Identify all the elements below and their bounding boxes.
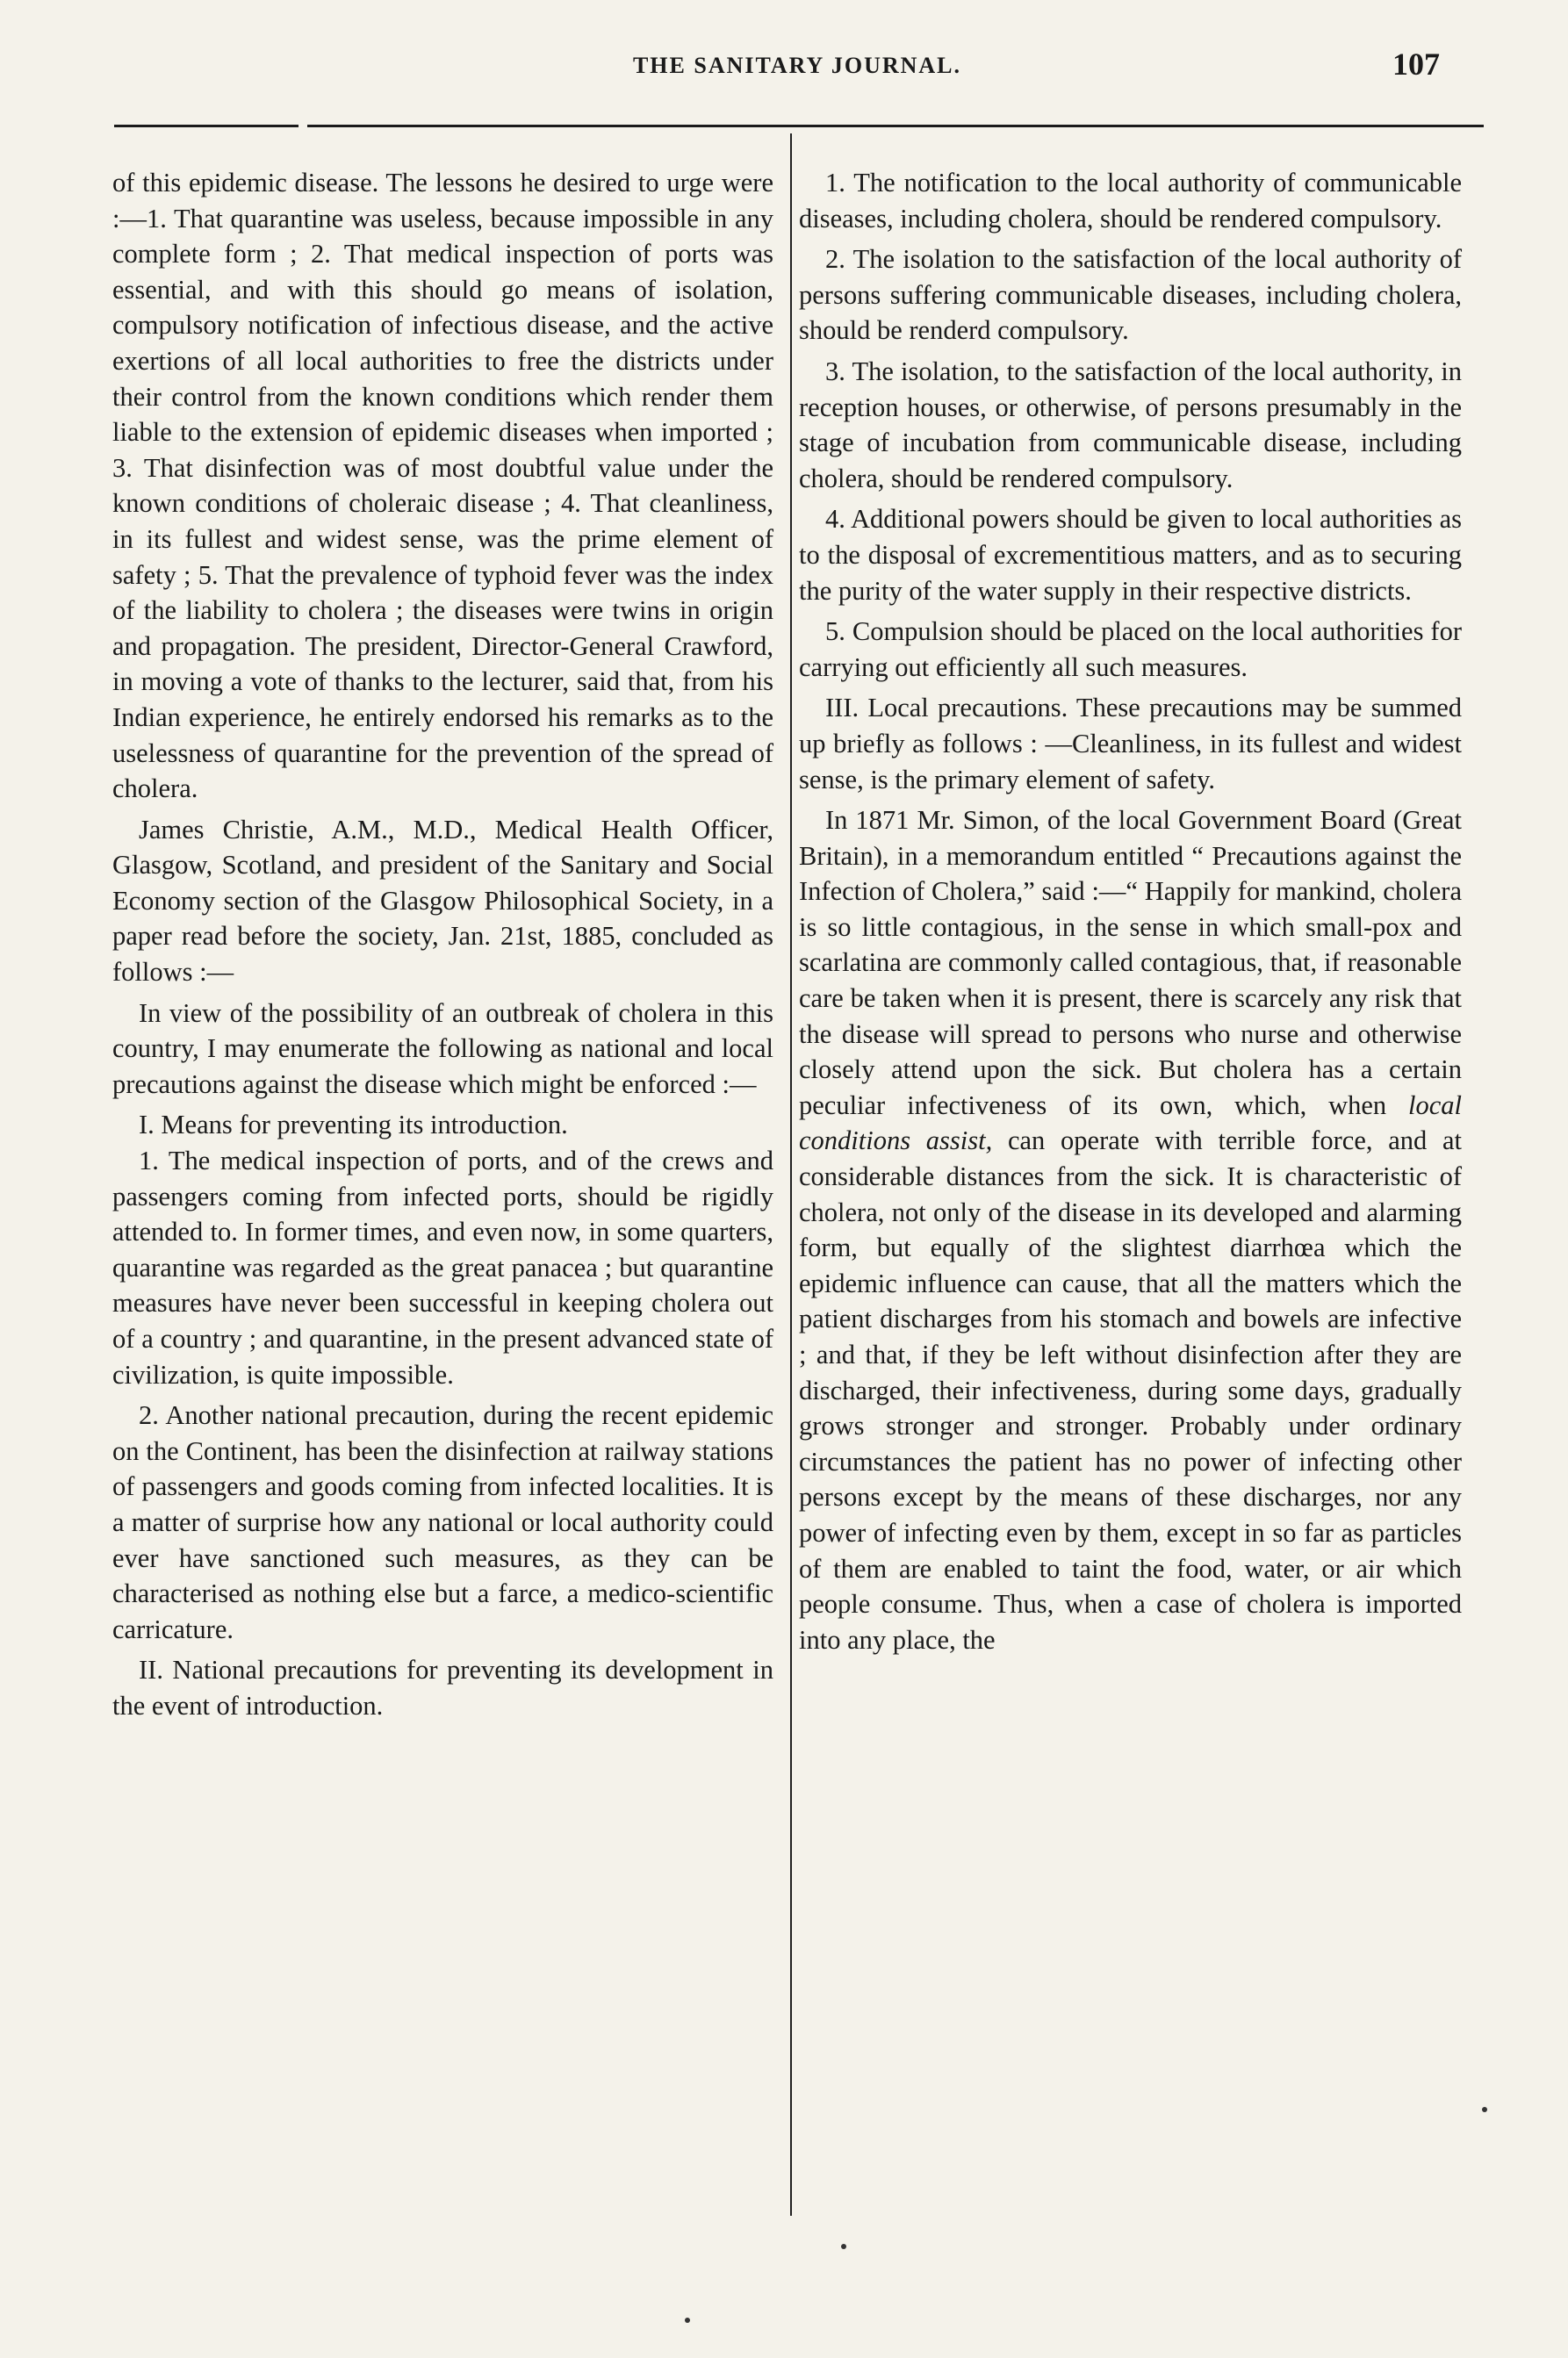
left-section-heading-2: II. National precautions for preventing its development in the event of introduction. xyxy=(112,1655,773,1721)
right-paragraph-7 xyxy=(799,802,1462,1657)
ink-speck xyxy=(685,2318,690,2323)
left-paragraph-2: James Christie, A.M., M.D., Medical Health Officer, Glasgow, Scotland, and president of the Sanitary and Social Economy section of the Glasgow Philosophical Society, in a paper read before the society, Jan. 21st, 1885, concluded as follows :— xyxy=(112,814,773,988)
right-column xyxy=(799,165,1462,1657)
right-paragraph-1: 1. The notification to the local authority of communicable diseases, including cholera, should be rendered compulsory. xyxy=(799,168,1462,234)
page-header xyxy=(112,46,1482,98)
ink-speck xyxy=(841,2244,846,2249)
left-section-heading-1: I. Means for preventing its introduction. xyxy=(139,1110,568,1140)
header-rule-right xyxy=(307,125,1484,127)
right-paragraph-7-part-b: can operate with terrible force, and at considerable distances from the sick. It is characteristic of cholera, not only of the disease in its developed and alarming form, but equally of the slightest diarrhœa which the epidemic influence can cause, that all the matters which the patient discharges from his stomach and bowels are infective ; and that, if they be left without disinfection after they are discharged, their infectiveness, during some days, gradually grows stronger and stronger. Probably under ordinary circumstances the patient has no power of infecting other persons except by the means of these discharges, nor any power of infecting even by them, except in so far as particles of them are enabled to taint the food, water, or air which people consume. Thus, when a case of cholera is imported into any place, the xyxy=(799,1125,1462,1655)
right-paragraph-2: 2. The isolation to the satisfaction of the local authority of persons suffering communicable diseases, including cholera, should be renderd compulsory. xyxy=(799,244,1462,346)
right-paragraph-3: 3. The isolation, to the satisfaction of the local authority, in reception houses, or otherwise, of persons presumably in the stage of incubation from communicable disease, including cholera, should be rendered compulsory. xyxy=(799,356,1462,493)
column-divider xyxy=(790,133,792,2216)
page-number: 107 xyxy=(1392,47,1440,82)
header-rule-left xyxy=(114,125,298,127)
right-section-heading-3: III. Local precautions. These precautions may be summed up briefly as follows : —Cleanliness, in its fullest and widest sense, is the primary element of safety. xyxy=(799,693,1462,794)
right-paragraph-7-part-a: In 1871 Mr. Simon, of the local Government Board (Great Britain), in a memorandum entitled “ Precautions against the Infection of Cholera,” said :—“ Happily for mankind, cholera is so little contagious, in the sense in which small-pox and scarlatina are commonly called contagious, that, if reasonable care be taken when it is present, there is scarcely any risk that the disease will spread to persons who nurse and otherwise closely attend upon the sick. But cholera has a certain peculiar infectiveness of its own, which, when xyxy=(799,805,1462,1120)
left-paragraph-6: 2. Another national precaution, during the recent epidemic on the Continent, has been the disinfection at railway stations of passengers and goods coming from infected localities. It is a matter of surprise how any national or local authority could ever have sanctioned such measures, as they can be characterised as nothing else but a farce, a medico-scientific carricature. xyxy=(112,1400,773,1644)
left-column xyxy=(112,165,773,1724)
left-paragraph-1: of this epidemic disease. The lessons he desired to urge were :—1. That quarantine was useless, because impossible in any complete form ; 2. That medical inspection of ports was essential, and with this should go means of isolation, compulsory notification of infectious disease, and the active exertions of all local authorities to free the districts under their control from the known conditions which render them liable to the extension of epidemic diseases when imported ; 3. That disinfection was of most doubtful value under the known conditions of choleraic disease ; 4. That cleanliness, in its fullest and widest sense, was the prime element of safety ; 5. That the prevalence of typhoid fever was the index of the liability to cholera ; the diseases were twins in origin and propagation. The president, Director-General Crawford, in moving a vote of thanks to the lecturer, said that, from his Indian experience, he entirely endorsed his remarks as to the uselessness of quarantine for the prevention of the spread of cholera. xyxy=(112,168,773,804)
right-paragraph-7-emphasis: local conditions assist, xyxy=(799,1089,1462,1156)
left-paragraph-5: 1. The medical inspection of ports, and of the crews and passengers coming from infected ports, should be rigidly attended to. In former times, and even now, in some quarters, quarantine was regarded as the great panacea ; but quarantine measures have never been successful in keeping cholera out of a country ; and quarantine, in the present advanced state of civilization, is quite impossible. xyxy=(112,1146,773,1390)
left-paragraph-3: In view of the possibility of an outbreak of cholera in this country, I may enumerate the following as national and local precautions against the disease which might be enforced :— xyxy=(112,997,773,1099)
right-paragraph-5: 5. Compulsion should be placed on the local authorities for carrying out efficiently all such measures. xyxy=(799,616,1462,682)
running-head: THE SANITARY JOURNAL. xyxy=(632,53,962,78)
ink-speck xyxy=(1482,2107,1487,2112)
right-paragraph-4: 4. Additional powers should be given to local authorities as to the disposal of excrementitious matters, and as to securing the purity of the water supply in their respective districts. xyxy=(799,504,1462,606)
